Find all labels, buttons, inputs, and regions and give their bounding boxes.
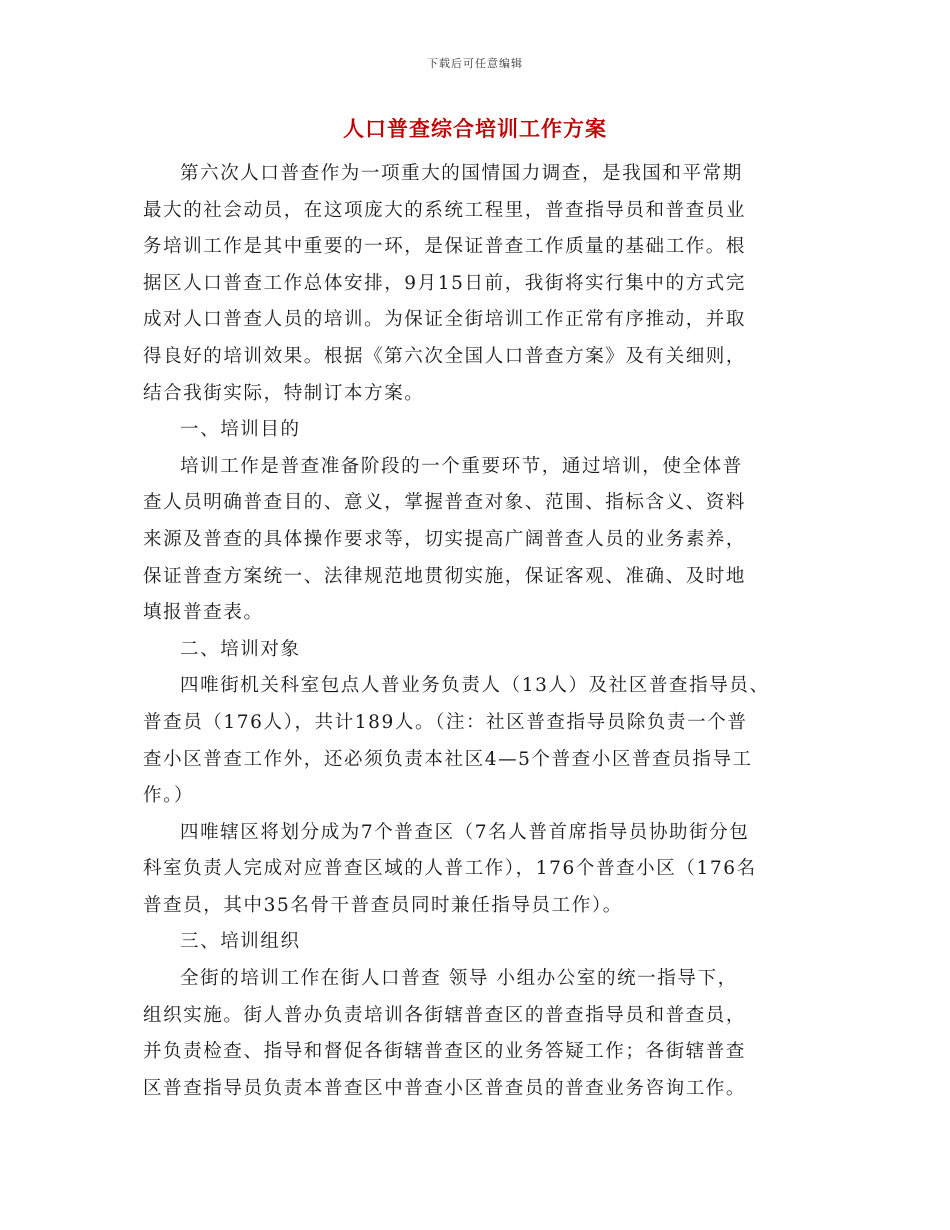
- text-line: 务培训工作是其中重要的一环，是保证普查工作质量的基础工作。根: [143, 236, 747, 258]
- text-line: 并负责检查、指导和督促各街辖普查区的业务答疑工作；各街辖普查: [143, 1041, 747, 1063]
- text-line: 查人员明确普查目的、意义，掌握普查对象、范围、指标含义、资料: [143, 492, 747, 514]
- text-line: 保证普查方案统一、法律规范地贯彻实施，保证客观、准确、及时地: [143, 565, 747, 587]
- districts-paragraph: [143, 815, 813, 925]
- text-line: 区普查指导员负责本普查区中普查小区普查员的普查业务咨询工作。: [143, 1077, 747, 1099]
- text-line: 成对人口普查人员的培训。为保证全街培训工作正常有序推动，并取: [143, 309, 747, 331]
- text-line: 四唯辖区将划分成为7个普查区（7名人普首席指导员协助街分包: [180, 821, 750, 843]
- purpose-paragraph: [143, 449, 813, 632]
- text-line: 查小区普查工作外，还必须负责本社区4—5个普查小区普查员指导工: [143, 748, 753, 770]
- text-line: 组织实施。街人普办负责培训各街辖普查区的普查指导员和普查员，: [143, 1004, 747, 1026]
- text-line: 第六次人口普查作为一项重大的国情国力调查，是我国和平常期: [180, 163, 743, 184]
- section-heading-purpose: 一、培训目的: [180, 419, 301, 441]
- text-line: 四唯街机关科室包点人普业务负责人（13人）及社区普查指导员、: [180, 675, 770, 697]
- text-line: 普查员（176人），共计189人。（注：社区普查指导员除负责一个普: [143, 711, 748, 733]
- targets-paragraph: [143, 668, 813, 814]
- text-line: 普查员，其中35名骨干普查员同时兼任指导员工作）。: [143, 894, 623, 916]
- page-header: 下载后可任意编辑: [427, 57, 523, 70]
- organization-paragraph: [143, 961, 813, 1107]
- text-line: 据区人口普查工作总体安排，9月15日前，我街将实行集中的方式完: [143, 272, 746, 294]
- text-line: 来源及普查的具体操作要求等，切实提高广阔普查人员的业务素养，: [143, 528, 747, 550]
- text-line: 最大的社会动员，在这项庞大的系统工程里，普查指导员和普查员业: [143, 199, 747, 221]
- text-line: 填报普查表。: [143, 602, 264, 624]
- text-line: 全街的培训工作在街人口普查 领导 小组办公室的统一指导下，: [180, 968, 738, 990]
- text-line: 结合我街实际，特制订本方案。: [143, 382, 425, 404]
- section-heading-organization: 三、培训组织: [180, 931, 301, 953]
- document-title: 人口普查综合培训工作方案: [343, 116, 607, 141]
- text-line: 得良好的培训效果。根据《第六次全国人口普查方案》及有关细则，: [143, 345, 747, 367]
- text-line: 培训工作是普查准备阶段的一个重要环节，通过培训，使全体普: [180, 455, 743, 477]
- section-heading-targets: 二、培训对象: [180, 638, 301, 660]
- text-line: 作。）: [143, 785, 195, 807]
- intro-paragraph: [143, 156, 813, 412]
- text-line: 科室负责人完成对应普查区域的人普工作），176个普查小区（176名: [143, 858, 757, 880]
- document-body: [143, 156, 813, 1107]
